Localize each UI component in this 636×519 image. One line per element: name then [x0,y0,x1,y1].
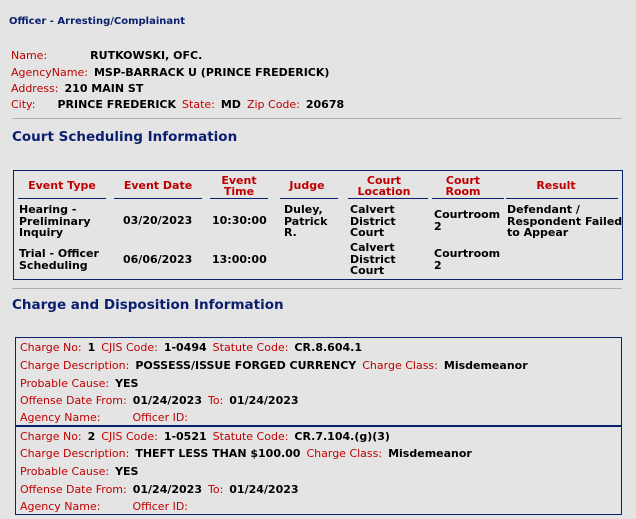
offense-date-row [20,483,299,496]
header-underline [114,198,202,199]
charge-class: Misdemeanor [443,359,528,372]
header-underline [432,198,504,199]
statute-label: Statute Code: [212,430,289,443]
agency-name-label: Agency Name: [20,500,101,513]
header-result: Result [536,179,576,192]
to-label: To: [207,394,224,407]
address-label: Address: [11,82,59,95]
probable-cause: YES [115,377,139,390]
officer-agency: MSP-BARRACK U (PRINCE FREDERICK) [93,66,330,79]
row1-event-type: Hearing - Preliminary Inquiry [19,203,91,239]
offense-date-row [20,394,299,407]
class-label: Charge Class: [306,447,383,460]
header-judge: Judge [289,179,325,192]
cjis-label: CJIS Code: [101,430,158,443]
offense-date-from: 01/24/2023 [132,394,202,407]
officer-section-title: Officer - Arresting/Complainant [9,16,186,27]
header-underline [280,198,338,199]
charge-description-row [20,359,528,372]
officer-state: MD [220,98,241,111]
header-court-location: Court Location [357,174,411,198]
row1-location: Calvert District Court [350,203,396,239]
agency-name-label: Agency Name: [20,411,101,424]
header-underline [210,198,268,199]
officer-address-row [11,82,143,95]
row2-location: Calvert District Court [350,241,396,277]
offense-date-to: 01/24/2023 [229,394,299,407]
row2-event-type: Trial - Officer Scheduling [19,247,99,272]
charge-header-row [20,341,362,354]
offense-date-from: 01/24/2023 [132,483,202,496]
officer-name: RUTKOWSKI, OFC. [90,49,203,62]
header-event-date: Event Date [123,179,193,192]
offense-date-to: 01/24/2023 [229,483,299,496]
officer-address: 210 MAIN ST [64,82,144,95]
to-label: To: [207,483,224,496]
charge-card [15,337,622,426]
charge-header-row [20,430,390,443]
header-underline [348,198,428,199]
row1-event-time: 10:30:00 [212,214,267,227]
cjis-code: 1-0494 [163,341,207,354]
statute-code: CR.8.604.1 [294,341,362,354]
charge-no: 1 [87,341,96,354]
probable-cause-row [20,465,138,478]
row2-event-date: 06/06/2023 [123,253,193,266]
probable-cause: YES [115,465,139,478]
probable-cause-label: Probable Cause: [20,377,110,390]
row1-event-date: 03/20/2023 [123,214,193,227]
officer-id-label: Officer ID: [132,411,189,424]
zip-label: Zip Code: [246,98,300,111]
statute-code: CR.7.104.(g)(3) [294,430,390,443]
charge-no: 2 [87,430,96,443]
offense-from-label: Offense Date From: [20,483,127,496]
city-label: City: [11,98,36,111]
row2-event-time: 13:00:00 [212,253,267,266]
name-label: Name: [11,49,48,62]
divider [12,288,622,289]
header-underline [18,198,106,199]
officer-agency-row [11,66,329,79]
header-underline [506,198,618,199]
divider [12,118,622,119]
description-label: Charge Description: [20,359,130,372]
charge-no-label: Charge No: [20,430,82,443]
charge-description: THEFT LESS THAN $100.00 [135,447,301,460]
row1-room: Courtroom 2 [434,208,501,233]
probable-cause-row [20,377,138,390]
charge-description: POSSESS/ISSUE FORGED CURRENCY [135,359,357,372]
row1-judge: Duley, Patrick R. [284,203,328,239]
header-event-type: Event Type [28,179,96,192]
row1-result: Defendant / Respondent Failed to Appear [507,203,623,239]
agency-officer-row [20,411,188,424]
charge-card [15,426,622,515]
officer-zip: 20678 [305,98,345,111]
cjis-code: 1-0521 [163,430,207,443]
state-label: State: [182,98,215,111]
offense-from-label: Offense Date From: [20,394,127,407]
header-court-room: Court Room [445,174,481,198]
class-label: Charge Class: [362,359,438,372]
charge-disposition-title: Charge and Disposition Information [12,297,284,313]
charge-no-label: Charge No: [20,341,82,354]
charge-class: Misdemeanor [388,447,472,460]
officer-city: PRINCE FREDERICK [57,98,177,111]
cjis-label: CJIS Code: [101,341,158,354]
officer-id-label: Officer ID: [132,500,189,513]
agency-officer-row [20,500,188,513]
row2-room: Courtroom 2 [434,247,501,272]
court-schedule-table [13,170,623,280]
officer-name-row [11,49,202,62]
probable-cause-label: Probable Cause: [20,465,110,478]
charge-description-row [20,447,472,460]
header-event-time: Event Time [221,174,257,198]
agency-label: AgencyName: [11,66,88,79]
officer-city-row [11,98,344,111]
court-scheduling-title: Court Scheduling Information [12,129,238,145]
statute-label: Statute Code: [212,341,289,354]
description-label: Charge Description: [20,447,130,460]
